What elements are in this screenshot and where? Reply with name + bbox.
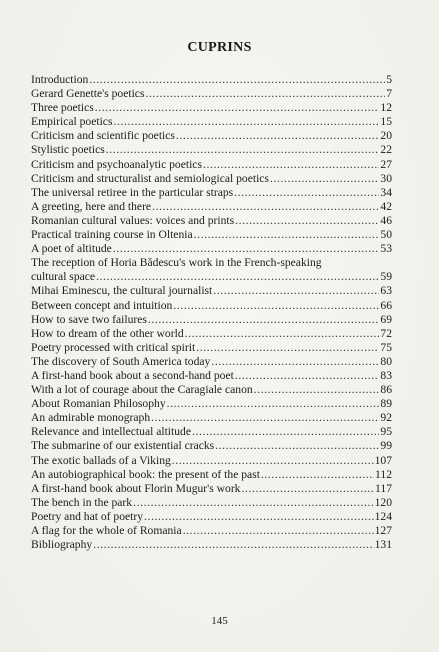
toc-entry [31,411,392,425]
toc-entry-page: 127 [374,524,392,537]
toc-entry-page: 107 [374,453,392,467]
toc-entry [31,115,392,129]
toc-entry [31,242,392,256]
dot-leader [196,341,379,355]
toc-entry-title: How to dream of the other world [31,326,184,340]
toc-entry [31,313,392,327]
toc-entry-page: 117 [375,481,392,495]
toc-entry-page: 50 [380,228,392,242]
dot-leader [167,397,380,411]
toc-entry-title: An autobiographical book: the present of the past [31,467,260,481]
page-title: CUPRINS [187,40,252,55]
dot-leader [96,270,379,284]
toc-entry-page: 20 [380,129,392,143]
dot-leader [211,355,379,369]
toc-entry-title: The discovery of South America today [31,354,211,368]
toc-entry-page: 63 [380,284,392,298]
toc-entry [31,270,392,284]
toc-entry-page: 53 [380,242,392,256]
toc-entry-title: About Romanian Philosophy [31,397,166,411]
dot-leader [235,369,380,383]
toc-entry-page: 27 [380,157,392,171]
toc-entry-title: Criticism and psychoanalytic poetics [31,157,202,171]
toc-entry [31,73,392,87]
table-of-contents [31,73,392,552]
toc-entry-title: With a lot of courage about the Caragiale canon [31,383,253,397]
toc-entry-page: 22 [380,143,392,157]
toc-entry-title: Romanian cultural values: voices and prints [31,213,235,227]
toc-entry [31,397,392,411]
toc-entry-page: 86 [380,383,392,397]
dot-leader [203,158,379,172]
toc-entry-title: The bench in the park [31,495,133,509]
dot-leader [183,524,374,538]
dot-leader [148,313,379,327]
dot-leader [192,425,379,439]
toc-entry-title: A poet of altitude [31,242,112,256]
toc-entry [31,284,392,298]
toc-entry-page: 120 [374,495,392,509]
dot-leader [213,284,379,298]
toc-entry-title: A flag for the whole of Romania [31,524,182,537]
dot-leader [235,214,379,228]
toc-entry-title: A greeting, here and there [31,199,152,213]
dot-leader [254,383,380,397]
toc-entry-page: 46 [380,213,392,227]
dot-leader [113,115,379,129]
toc-entry [31,87,392,101]
toc-entry-page: 30 [380,171,392,185]
toc-entry [31,214,392,228]
dot-leader [93,538,373,552]
dot-leader [113,242,380,256]
dot-leader [133,496,374,510]
dot-leader [172,454,374,468]
toc-entry [31,355,392,369]
toc-entry [31,129,392,143]
dot-leader [145,87,385,101]
toc-entry-title: Poetry and hat of poetry [31,509,144,523]
toc-entry-title: Poetry processed with critical spirit [31,340,196,354]
dot-leader [173,299,379,313]
page-number: 145 [211,615,228,627]
toc-entry [31,510,392,524]
toc-entry-title: cultural space [31,270,96,284]
toc-entry-title: Criticism and structuralist and semiological poetics [31,171,269,185]
dot-leader [152,200,379,214]
toc-entry-page: 92 [380,411,392,425]
toc-entry-title: Practical training course in Oltenia [31,228,193,242]
toc-entry [31,299,392,313]
toc-entry-title: Three poetics [31,101,94,115]
toc-entry [31,439,392,453]
toc-entry [31,101,392,115]
toc-entry [31,482,392,496]
toc-entry [31,524,392,538]
toc-entry-page: 34 [380,185,392,199]
toc-entry-page: 124 [374,509,392,523]
dot-leader [194,228,380,242]
toc-entry-title: Criticism and scientific poetics [31,129,175,143]
toc-entry [31,228,392,242]
toc-entry [31,369,392,383]
toc-entry-page: 5 [386,73,392,86]
toc-entry [31,425,392,439]
toc-entry [31,496,392,510]
dot-leader [234,186,379,200]
toc-entry-page: 83 [380,368,392,382]
toc-entry [31,186,392,200]
toc-entry-page: 72 [380,326,392,340]
toc-entry-page: 75 [380,340,392,354]
toc-entry-page: 112 [375,467,392,481]
toc-entry [31,327,392,341]
toc-entry-title: The reception of Horia Bădescu's work in the French-speaking [31,256,322,270]
toc-entry [31,341,392,355]
dot-leader [261,468,374,482]
toc-entry-page: 131 [374,538,392,552]
toc-entry-title: The exotic ballads of a Viking [31,453,171,467]
toc-entry [31,383,392,397]
toc-entry-page: 95 [380,425,392,439]
toc-entry-page: 59 [380,270,392,284]
toc-entry-title: Mihai Eminescu, the cultural journalist [31,284,213,298]
toc-entry-title: Gerard Genette's poetics [31,87,145,101]
dot-leader [241,482,374,496]
toc-entry-page: 66 [380,298,392,312]
toc-entry-title: Empirical poetics [31,115,113,129]
dot-leader [215,439,379,453]
dot-leader [270,172,379,186]
toc-entry-title: The submarine of our existential cracks [31,439,215,453]
dot-leader [185,327,380,341]
toc-entry-title: Bibliography [31,538,93,552]
toc-entry [31,200,392,214]
toc-entry-page: 7 [386,87,392,101]
toc-entry-page: 89 [380,397,392,411]
toc-entry-title: Relevance and intellectual altitude [31,425,191,439]
toc-entry-page: 99 [380,439,392,453]
toc-entry-page: 15 [380,115,392,129]
toc-entry-title: A first-hand book about a second-hand poet [31,368,234,382]
toc-entry-title: How to save two failures [31,312,147,326]
toc-entry-title: A first-hand book about Florin Mugur's work [31,481,241,495]
toc-entry [31,158,392,172]
dot-leader [176,129,379,143]
toc-entry [31,172,392,186]
toc-entry-title: Between concept and intuition [31,298,173,312]
toc-entry-page: 80 [380,354,392,368]
toc-entry [31,468,392,482]
toc-entry [31,256,392,270]
toc-entry [31,143,392,157]
toc-entry-title: An admirable monograph [31,411,151,425]
toc-entry-page: 42 [380,199,392,213]
dot-leader [89,73,385,87]
toc-entry-title: Introduction [31,73,89,86]
toc-entry [31,454,392,468]
toc-entry-page: 12 [380,101,392,115]
toc-entry-title: The universal retiree in the particular straps [31,185,234,199]
dot-leader [151,411,379,425]
toc-entry-title: Stylistic poetics [31,143,105,157]
toc-entry [31,538,392,552]
dot-leader [106,143,380,157]
toc-entry-page: 69 [380,312,392,326]
dot-leader [95,101,380,115]
dot-leader [144,510,374,524]
